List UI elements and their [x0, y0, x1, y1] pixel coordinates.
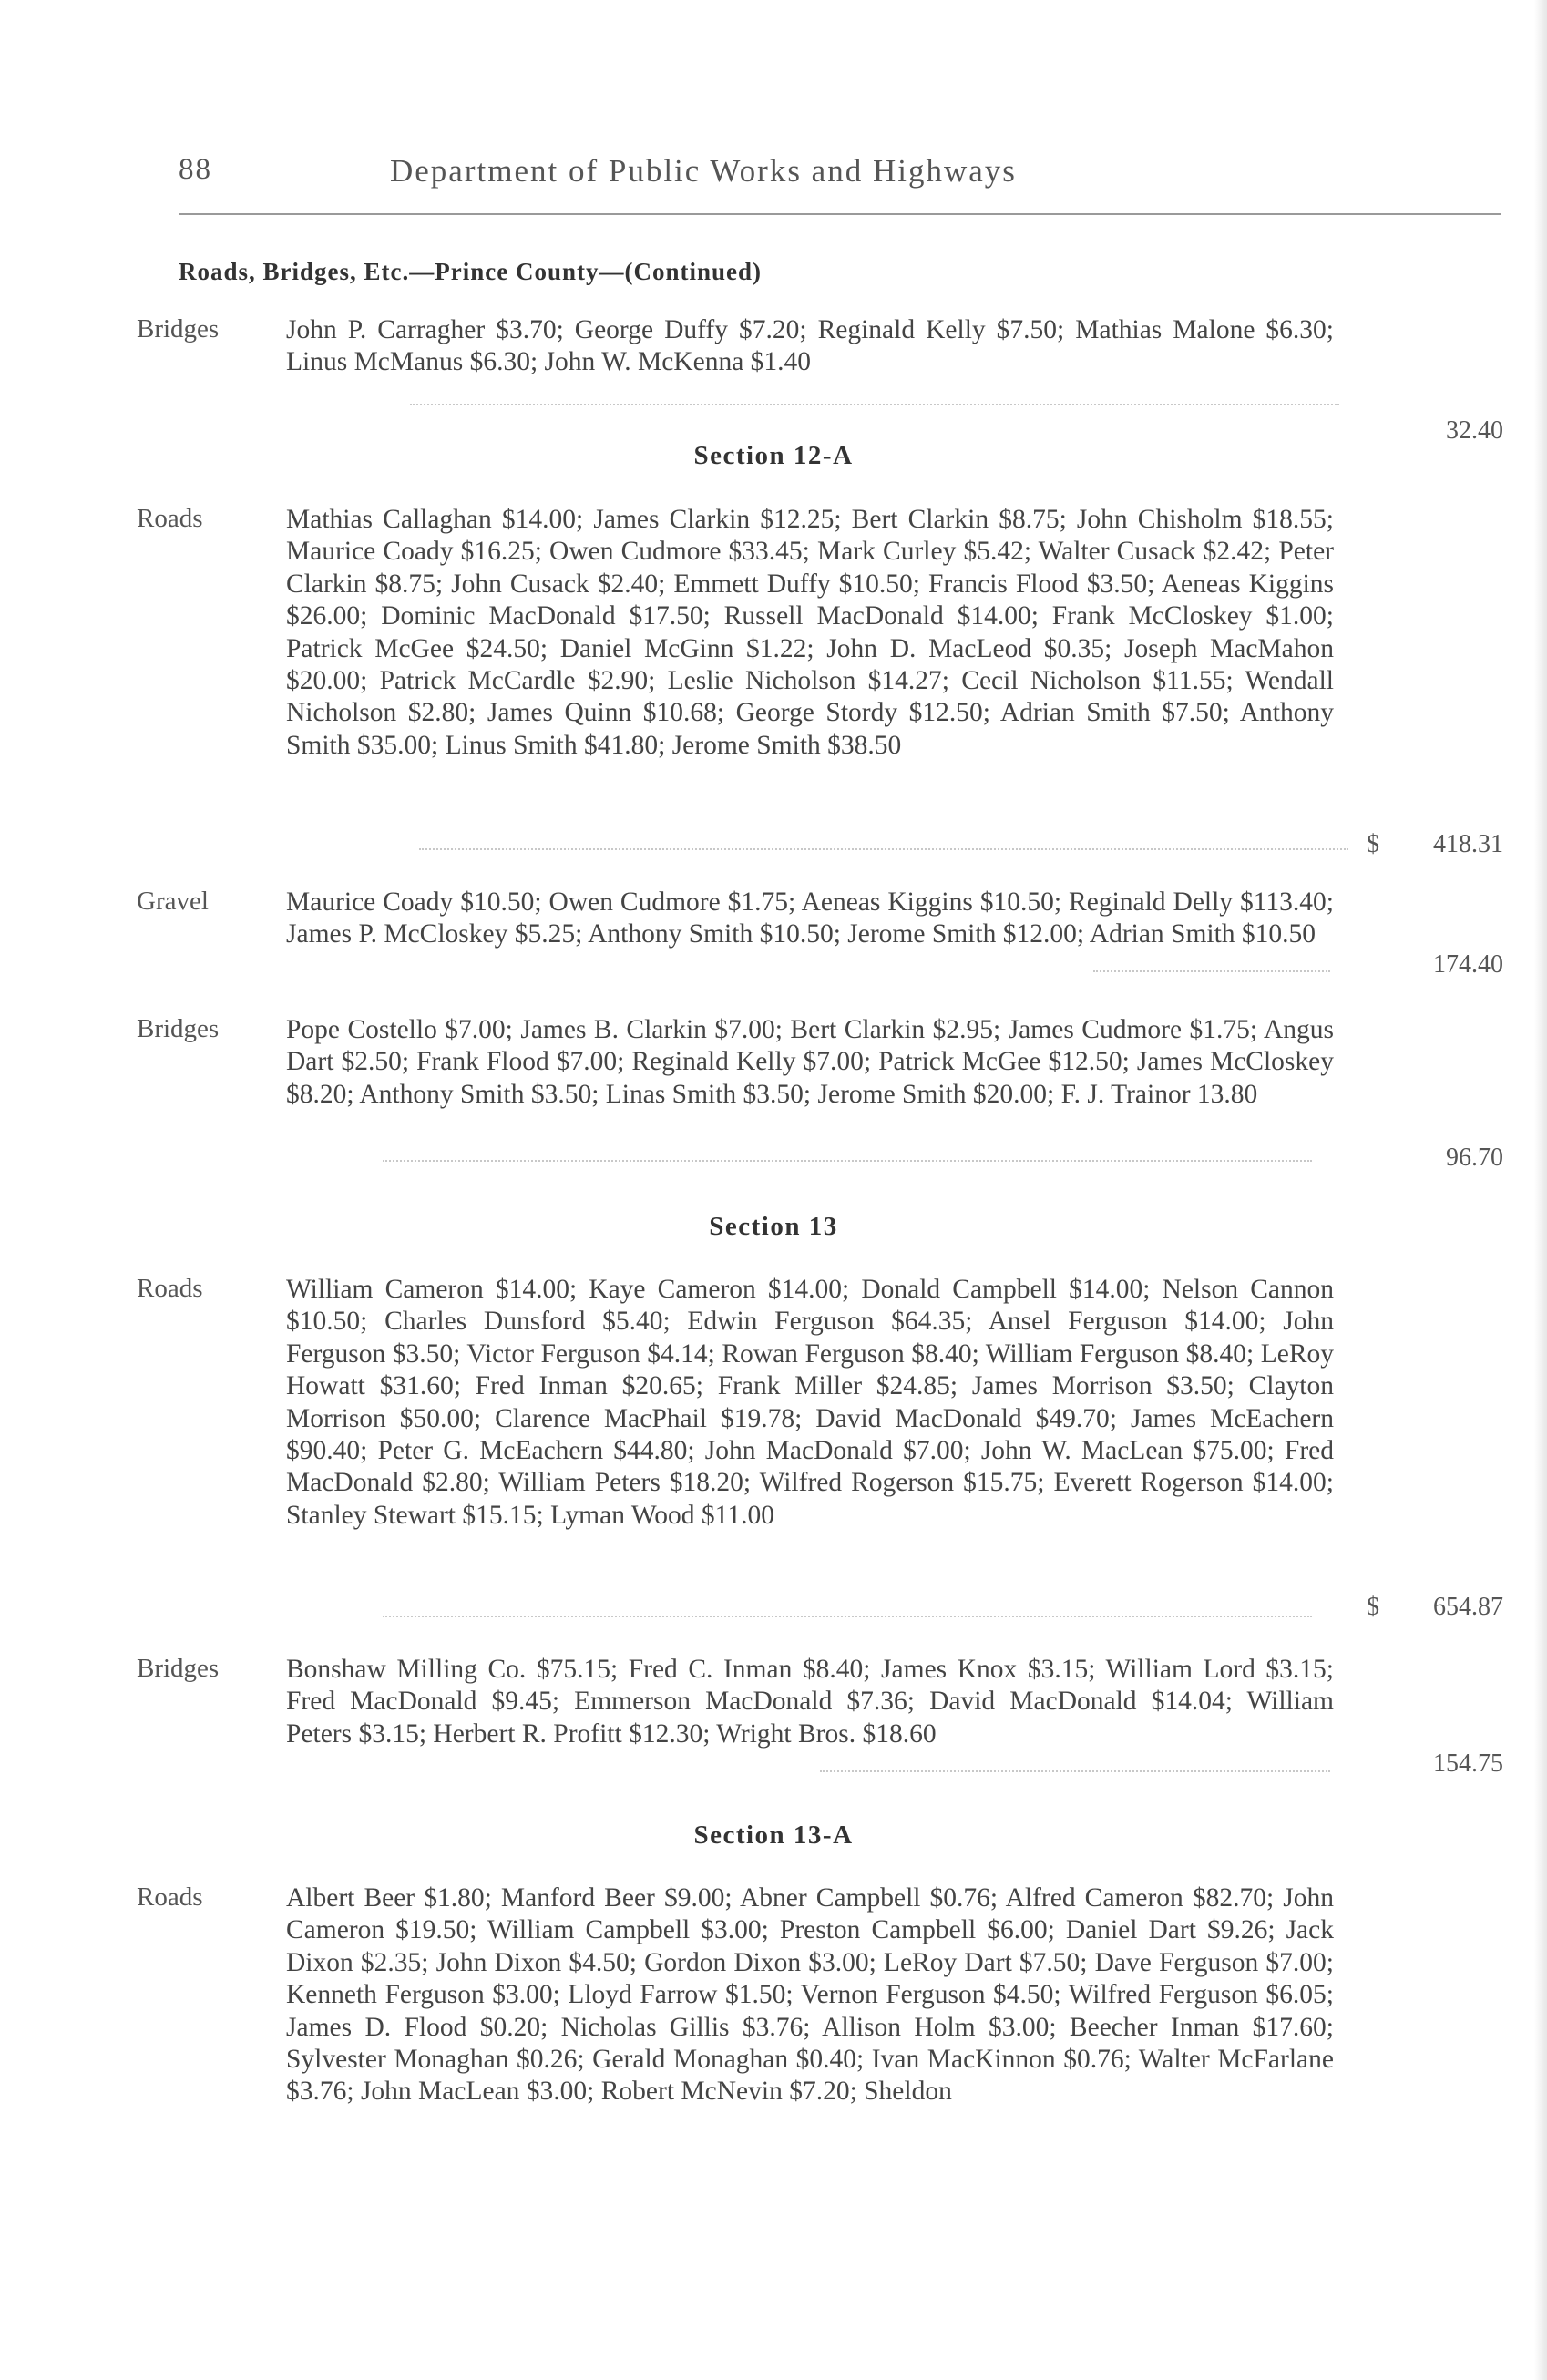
- entry-label: Bridges: [137, 314, 220, 344]
- dot-leaders: [383, 1160, 1312, 1162]
- entry-text: Albert Beer $1.80; Manford Beer $9.00; Abner Campbell $0.76; Alfred Cameron $82.70; John Cameron $19.50; William Campbell $3.00; Preston Campbell $6.00; Daniel Dart $9.26; Jack Dixon $2.35; John Dixon $4.50; Gordon Dixon $3.00; LeRoy Dart $7.50; Dave Ferguson $7.00; Kenneth Ferguson $3.00; Lloyd Farrow $1.50; Vernon Ferguson $4.50; Wilfred Ferguson $6.05; James D. Flood $0.20; Nicholas Gillis $3.76; Allison Holm $3.00; Beecher Inman $17.60; Sylvester Monaghan $0.26; Gerald Monaghan $0.40; Ivan MacKinnon $0.76; Walter McFarlane $3.76; John MacLean $3.00; Robert McNevin $7.20; Sheldon: [286, 1883, 1334, 2107]
- entry-total: 174.40: [1433, 950, 1503, 979]
- header-rule: [179, 213, 1501, 215]
- section-heading: Section 13-A: [693, 1821, 854, 1850]
- entry-text: Mathias Callaghan $14.00; James Clarkin $12.25; Bert Clarkin $8.75; John Chisholm $18.55; Maurice Coady $16.25; Owen Cudmore $33.45; Mark Curley $5.42; Walter Cusack $2.42; Peter Clarkin $8.75; John Cusack $2.40; Emmett Duffy $10.50; Francis Flood $3.50; Aeneas Kiggins $26.00; Dominic MacDonald $17.50; Russell MacDonald $14.00; Frank McCloskey $1.00; Patrick McGee $24.50; Daniel McGinn $1.22; John D. MacLeod $0.35; Joseph MacMahon $20.00; Patrick McCardle $2.90; Leslie Nicholson $14.27; Cecil Nicholson $11.55; Wendall Nicholson $2.80; James Quinn $10.68; George Stordy $12.50; Adrian Smith $7.50; Anthony Smith $35.00; Linus Smith $41.80; Jerome Smith $38.50: [286, 505, 1334, 760]
- continued-heading: Roads, Bridges, Etc.—Prince County—(Continued): [179, 258, 763, 285]
- entry-text: Pope Costello $7.00; James B. Clarkin $7.00; Bert Clarkin $2.95; James Cudmore $1.75; Angus Dart $2.50; Frank Flood $7.00; Reginald Kelly $7.00; Patrick McGee $12.50; James McCloskey $8.20; Anthony Smith $3.50; Linas Smith $3.50; Jerome Smith $20.00; F. J. Trainor 13.80: [286, 1015, 1334, 1109]
- entry-text: John P. Carragher $3.70; George Duffy $7.20; Reginald Kelly $7.50; Mathias Malone $6.30; Linus McManus $6.30; John W. McKenna $1.40: [286, 315, 1334, 377]
- entry-currency: $: [1367, 1593, 1379, 1621]
- section-heading: Section 12-A: [693, 441, 854, 470]
- dot-leaders: [410, 404, 1339, 405]
- entry-total: 418.31: [1433, 830, 1503, 858]
- entry-total: 32.40: [1446, 416, 1503, 445]
- running-title: Department of Public Works and Highways: [390, 153, 1017, 189]
- page-header: [0, 153, 1547, 190]
- dot-leaders: [383, 1616, 1312, 1617]
- entry-label: Bridges: [137, 1014, 220, 1043]
- entry-label: Roads: [137, 1274, 203, 1303]
- entry-label: Bridges: [137, 1654, 220, 1683]
- entry-text: Maurice Coady $10.50; Owen Cudmore $1.75; Aeneas Kiggins $10.50; Reginald Delly $113.40; James P. McCloskey $5.25; Anthony Smith $10.50; Jerome Smith $12.00; Adrian Smith $10.50: [286, 887, 1334, 949]
- dot-leaders: [419, 848, 1348, 850]
- entry-text: William Cameron $14.00; Kaye Cameron $14.00; Donald Campbell $14.00; Nelson Cannon $10.50; Charles Dunsford $5.40; Edwin Ferguson $64.35; Ansel Ferguson $14.00; John Ferguson $3.50; Victor Ferguson $4.14; Rowan Ferguson $8.40; William Ferguson $8.40; LeRoy Howatt $31.60; Fred Inman $20.65; Frank Miller $24.85; James Morrison $3.50; Clayton Morrison $50.00; Clarence MacPhail $19.78; David MacDonald $49.70; James McEachern $90.40; Peter G. McEachern $44.80; John MacDonald $7.00; John W. MacLean $75.00; Fred MacDonald $2.80; William Peters $18.20; Wilfred Rogerson $15.75; Everett Rogerson $14.00; Stanley Stewart $15.15; Lyman Wood $11.00: [286, 1275, 1334, 1530]
- entry-text: Bonshaw Milling Co. $75.15; Fred C. Inman $8.40; James Knox $3.15; William Lord $3.15; Fred MacDonald $9.45; Emmerson MacDonald $7.36; David MacDonald $14.04; William Peters $3.15; Herbert R. Profitt $12.30; Wright Bros. $18.60: [286, 1655, 1334, 1749]
- entry-total: 154.75: [1433, 1749, 1503, 1778]
- entry-total: 96.70: [1446, 1144, 1503, 1172]
- section-heading: Section 13: [709, 1212, 838, 1241]
- entry-label: Gravel: [137, 887, 209, 916]
- entry-total: 654.87: [1433, 1593, 1503, 1621]
- entry-label: Roads: [137, 504, 203, 533]
- page-number: 88: [179, 153, 212, 186]
- dot-leaders: [1093, 970, 1330, 972]
- entry-label: Roads: [137, 1882, 203, 1912]
- entry-currency: $: [1367, 830, 1379, 858]
- dot-leaders: [820, 1770, 1330, 1772]
